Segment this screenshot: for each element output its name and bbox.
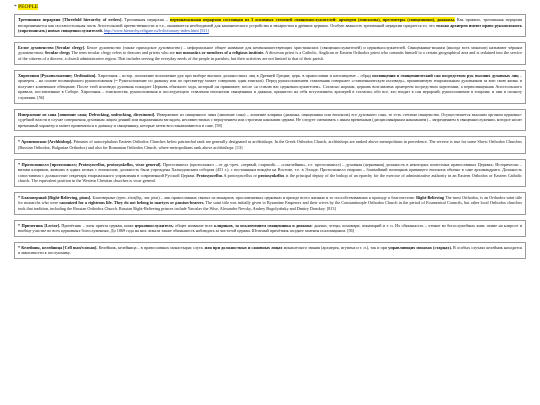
glossary-entry [14,192,526,215]
entry-highlight: первоначальная иерархия состоящая из 3 основных степеней священнослужителей: архиереи (епископы), пресвитеры (священники), диаконы. [169,17,455,22]
entry-bold: Secular clergy [44,50,71,56]
entry-text: Причётник – член причта церкви, ниже [60,222,135,228]
entry-text: Келейник, келейница – в православных монастырях слуга, [97,244,205,250]
glossary-entry [14,70,526,104]
entry-bold: управляющих монахах (старцах). [388,244,452,250]
entry-bold: Right-Believing [416,194,444,200]
entry-term: Трехчинная иерархия [Threefold hierarchy of orders]. [18,17,123,22]
entry-term: * Причетник [Lector]. [18,222,61,228]
entry-bold: клириков, за исключением священника и диакона [214,222,312,228]
glossary-entry [14,242,526,259]
entry-text: Хиротония – истор. положение возложение рук при выборе высших должностных лиц в Древней Греции; церк. в православии и католицизме – обряд [96,72,373,78]
entry-term: Хиротония [Рукоположение; Ordination]. [18,72,97,78]
entry-text: Протосинкелл (протосинкел – от др.-греч. «первый, старший» – «сокелейник», т.е. протосинкелл) – духовная (церковная) должность в некоторых поместных православных Церквах; Исторически – визави клириков, живших в одних кельях с епископом; должность была учреждена Халкидонским собором (451 г.), с постоянным вождём на Востоке, т.е. в Элладе. Протосинкелл епархии – ближайший помощник правящего епископа обычно в сане архимандрита. Должность сопоставима с должностью секретаря епархиального управления в современной Русской Церкви. [18,161,522,178]
entry-term: * Благоверный [Right-Believing, pious]. [18,194,92,200]
entry-text: : дьячки, чтецы, пономари, понамарий и т. п. Их обязанность – чтение во богослужебных книг, пение на клиросе и вообще участие во всех церковных богослужениях. До 1869 года на них лежала также обязанность наблюдать за чистотой церкви. Штатный причётник позднее заменен псаломщиком. [18,222,522,234]
entry-text: The saint title was initially given to Byzantine Emperors and their wives by the Constantinople Orthodox Church in the period of Ecumenical Councils, but other local Orthodox churches took that tradition, including the Russian Orthodox Church. Russian Right-Believing princes include Yaroslav the Wise, Alexander Nevsky, Andrey Bogolyubsky and Dmitry Donskoy. [18,200,522,212]
entry-text: Хиротония – епископства, рукоположения и последующего ставления епископом священника и дьякона, принятого на себя вступлением; архиерей в согласии, ибо все, кто входит в сан иерархий; рукоположение в епархии; и они в полноту служения. [18,89,522,100]
entry-text: The most Orthodox, is an Orthodox saint title for monarchs who were [18,194,522,206]
entry-term: Белое духовенство [Secular clergy]. [18,44,86,50]
glossary-entry [14,220,526,237]
entry-term: Извержение из сана [лишение сана; Defrocking, unfrocking, divestment]. [18,111,156,117]
entry-text: A protosyncellus or [222,172,259,178]
entry-bold: Protosyncellus [196,172,223,178]
entry-text: Благоверные (греч. εὐσεβής, лат. pius) – лик православных святых из монархов, прославляемых церковью и прежде всего жизнью и то способствовавших к приходу к благочестию. [91,194,417,200]
entry-text: Primates of autocephalous Eastern Orthodox Churches below patriarchal rank are generally designated as archbishops. In the Greek Orthodox Church, archbishops are ranked above metropolitans in precedence. The reverse is true for some Slavic Orthodox Churches (Russian Orthodox, Bulgarian Orthodox) and also for Romanian Orthodox Church, where metropolitans rank above archbishops. [18,139,522,150]
entry-bold: canonized for a righteous life. They do not belong to martyrs or passion-bearers. [59,200,205,206]
entry-reference: [13] [235,144,243,150]
glossary-entry [14,14,526,37]
label-text: PEOPLE [18,4,39,10]
glossary-entry [14,42,526,65]
entry-reference: [56] [37,94,45,100]
entry-reference: [56] [347,228,355,234]
entry-term: * Келейник, келейница [Cell man/woman]. [18,244,98,250]
entry-text: В особых случаях келейник находится в зависимости к послушнику. [18,244,522,256]
entry-bold: или при должностных и сановных лицах [204,244,283,250]
entry-text: is the principal deputy of the bishop of an eparchy for the exercise of administrative authority in an Eastern Orthodox or Eastern Catholic church. The equivalent position in the Western Christian churches is vicar general. [18,172,523,184]
entry-text: Извержение из священного чина (лишение сана) – лишение клирика (диакона, священника или епископа) его духовного сана, то есть степени священства. Осуществляется высшим органом церковно-судебной власти в случае совершения духовным лицом деяний или выраженным взглядом, несовместимых с вероучением или строгими канонами церкви. Не следует смешивать с иным временным (дисциплинарным наказанием) – запрещением в священнослужении, которое носит временный характер и может применяться к диакону и священнику, которые затем восстанавливаются в сане. [18,111,522,128]
entry-text: – архиерея – на основе посвящённого рукоположения (= Рукоположение по диакону или по пресвитеру может совершать один епископ). Перед рукоположением ставленник совершает «ставленническую исповедь», принимаемую епархиальным духовником за всю свою жизнь и получает клятвенное обещание. После этой исповеди духовник покидает Церковь обычного хода, который он принимает, после «я ставлю вас церковнослужителем». Согласно нормам, церковь возглавлена архиереем посредством хиротонии, а первосвященник Апостольского правила, поставленные в Соборе. [18,72,523,95]
glossary-entry [14,136,526,153]
entry-text: The term secular clergy refers to deacons and priests who are [70,50,176,56]
entry-term: * Протосинкелл [протосинкел; Protosyncellus, protosynkellos, vicar general]. [18,161,162,167]
entry-bold: not monastics or members of a religious institute. [175,50,265,56]
entry-text: Трехчинная иерархия – [122,17,170,22]
entry-text: Как правило, трехчинная иерархия воспринимается как постапостольная часть Апостольской преемственности и т.е., оказывается необходимой для канонического устройства и евхаристии в древних церквах. Особую важность трехчинной иерархии придается то, что [18,17,522,28]
entry-text: монашеского звания (архиерея, игумена и т. п.), так и при [282,244,389,250]
entry-bold: только архиереи имеют право рукоположить (хиротонисать) новых священнослужителей. [18,22,522,34]
entry-reference: [813] [326,206,336,212]
entry-bold: protosynkellos [258,172,285,178]
section-label [14,4,526,11]
entry-bold: церковнослужитель [134,222,173,228]
entry-term: * Архиепископ [Archbishop]. [18,139,73,145]
entry-reference: [58] [215,122,222,128]
entry-bold: посвящения в священнический сан посредством рук высших духовных лиц [372,72,519,78]
entry-text: ; общее название всех [172,222,215,228]
entry-text: Белое духовенство (также приходское духовенство) – неформальное общее название для неммонашествующих христианских (священнослужителей) и церковнослужителей. Священники-монахи (иногда всех монахов) называют чёрным духовенством. [18,44,522,56]
glossary-entry [14,159,526,187]
label-marker: * [14,4,17,10]
reference-link[interactable]: http://www.hierarchy.religare.ru/h-dictionary-index.html [531] [103,28,209,34]
glossary-entry [14,109,526,132]
entry-text: A diocesan priest is a Catholic, Anglican or Eastern Orthodox priest who commits himself to a certain geographical area and is ordained into the service of the citizens of a diocese, a church administrative region. That includes serving the everyday needs of the people in parishes, but their activities are not limited to that of their parish. [18,50,523,61]
